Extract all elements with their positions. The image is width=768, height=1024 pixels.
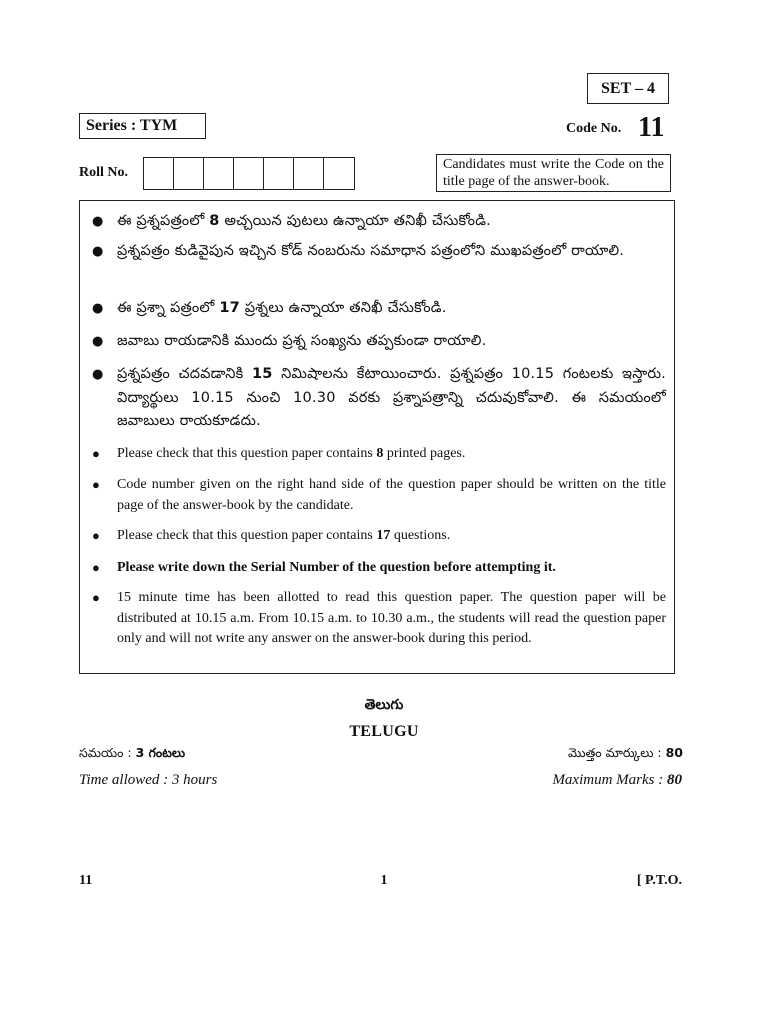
set-label: SET – 4 — [587, 73, 669, 104]
bullet-icon: ● — [92, 477, 100, 492]
bullet-icon: ● — [92, 560, 100, 575]
page-number: 1 — [380, 873, 388, 888]
subject-english: TELUGU — [349, 723, 419, 740]
bullet-icon: ● — [92, 590, 100, 605]
bullet-icon: ● — [92, 244, 104, 259]
subject-telugu: తెలుగు — [364, 697, 404, 713]
roll-number-cell — [294, 158, 324, 189]
roll-number-cell — [174, 158, 204, 189]
footer-code: 11 — [79, 873, 93, 888]
instructions-box: ● ఈ ప్రశ్నపత్రంలో 8 అచ్చయిన పుటలు ఉన్నాయా తనిఖీ చేసుకోండి. ● ప్రశ్నపత్రం కుడివైపున ఇచ్చిన కోడ్ నంబరును సమాధాన పత్రంలోని ముఖపత్రంలో రాయాలి. ● ఈ ప్రశ్నా పత్రంలో 17 ప్రశ్నలు ఉన్నాయా తనిఖీ చేసుకోండి. ● జవాబు రాయడానికి ముందు ప్రశ్న సంఖ్యను తప్పకుండా రాయాలి. ● ప్రశ్నపత్రం చదవడానికి 15 నిమిషాలను కేటాయించారు. ప్రశ్నపత్రం 10.15 గంటలకు ఇస్తారు. విద్యార్థులు 10.15 నుంచి 10.30 వరకు ప్రశ్నాపత్రాన్ని చదువుకోవాలి. ఈ సమయంలో జవాబులు రాయకూడదు. ● Please check that this question paper contains 8 printed pages. ● Code number given on the right hand side of the question paper should be written on the title page of the answer-book by the candidate. ● Please check that this question paper contains 17 questions. ● Please write down the Serial Number of the question before attempting it. ● 15 minute time has been allotted to read this question paper. The question paper will be distributed at 10.15 a.m. From 10.15 a.m. to 10.30 a.m., the students will read the question paper only and will not write any answer on the answer-book during this period. — [79, 200, 675, 674]
code-value: 11 — [638, 112, 665, 143]
time-english: Time allowed : 3 hours — [79, 772, 218, 788]
marks-telugu: మొత్తం మార్కులు : 80 — [568, 745, 683, 760]
roll-number-cell — [234, 158, 264, 189]
roll-number-cell — [264, 158, 294, 189]
bullet-icon: ● — [92, 334, 104, 349]
roll-label: Roll No. — [79, 165, 128, 180]
bullet-icon: ● — [92, 446, 100, 461]
candidate-note: Candidates must write the Code on the title page of the answer-book. — [436, 154, 671, 192]
pto-label: [ P.T.O. — [636, 873, 682, 888]
roll-number-cell — [324, 158, 354, 189]
bullet-icon: ● — [92, 214, 104, 229]
time-telugu: సమయం : 3 గంటలు — [79, 745, 186, 760]
roll-number-cell — [144, 158, 174, 189]
bullet-icon: ● — [92, 301, 104, 316]
roll-number-grid — [143, 157, 355, 190]
series-label: Series : TYM — [79, 113, 206, 139]
code-label: Code No. — [566, 121, 622, 136]
bullet-icon: ● — [92, 528, 100, 543]
marks-english: Maximum Marks : 80 — [552, 772, 682, 788]
roll-number-cell — [204, 158, 234, 189]
bullet-icon: ● — [92, 367, 104, 382]
